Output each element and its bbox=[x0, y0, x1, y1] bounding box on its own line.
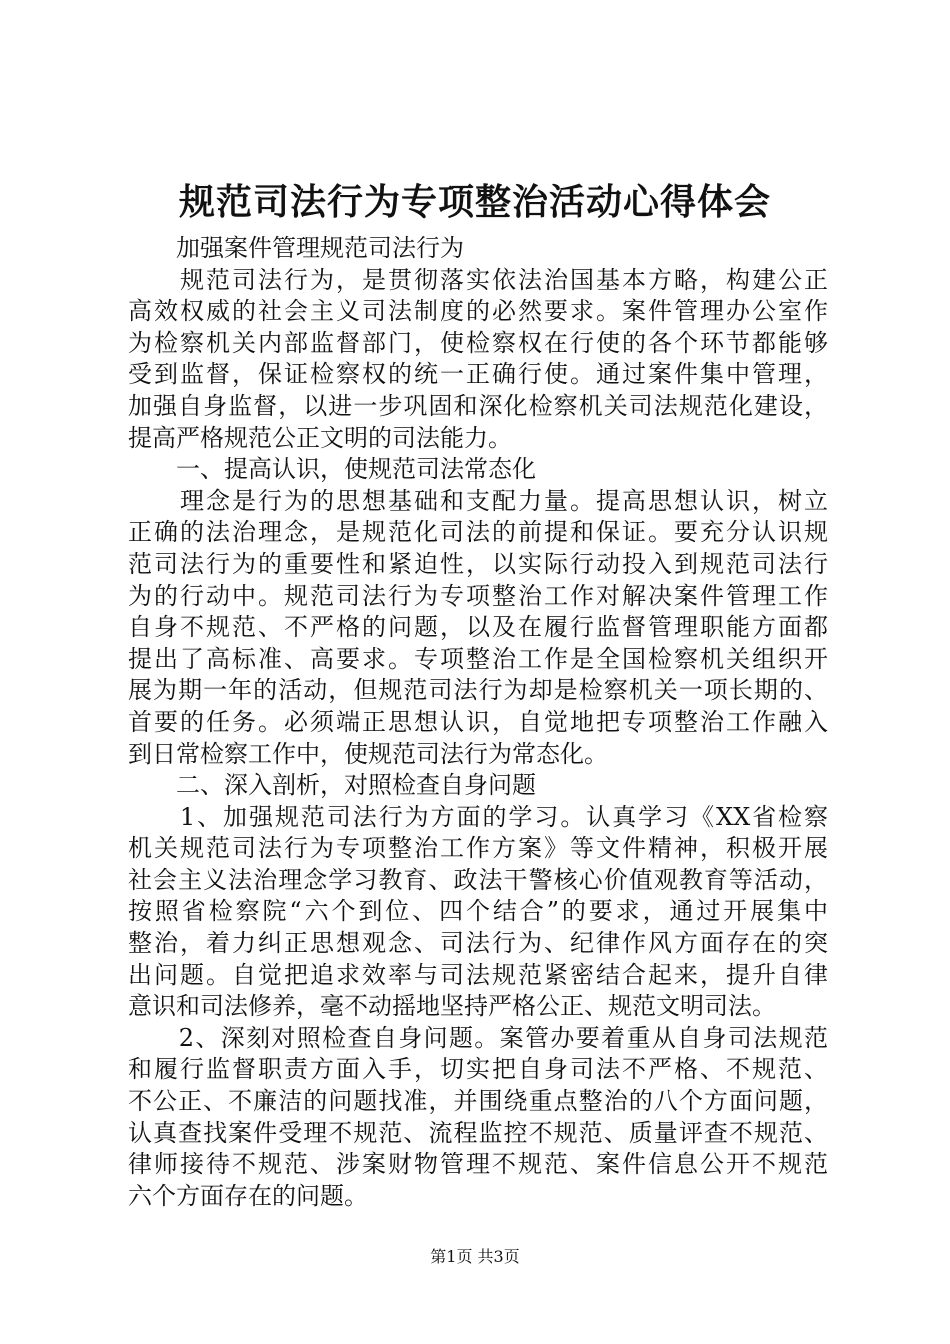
paragraph-line: 机关规范司法行为专项整治工作方案》等文件精神，积极开展 bbox=[128, 834, 828, 863]
document-body bbox=[128, 233, 828, 1212]
paragraph-line: 出问题。自觉把追求效率与司法规范紧密结合起来，提升自律 bbox=[128, 960, 828, 989]
paragraph-line: 和履行监督职责方面入手，切实把自身司法不严格、不规范、 bbox=[128, 1055, 828, 1084]
paragraph-line: 2、深刻对照检查自身问题。案管办要着重从自身司法规范 bbox=[128, 1023, 828, 1052]
paragraph-line: 规范司法行为，是贯彻落实依法治国基本方略，构建公正 bbox=[128, 265, 828, 294]
paragraph-line: 展为期一年的活动，但规范司法行为却是检察机关一项长期的、 bbox=[128, 676, 828, 705]
paragraph-line: 整治，着力纠正思想观念、司法行为、纪律作风方面存在的突 bbox=[128, 929, 828, 958]
paragraph-line: 受到监督，保证检察权的统一正确行使。通过案件集中管理， bbox=[128, 360, 828, 389]
paragraph-line: 认真查找案件受理不规范、流程监控不规范、质量评查不规范、 bbox=[128, 1118, 828, 1147]
paragraph-line: 六个方面存在的问题。 bbox=[128, 1181, 368, 1210]
paragraph-line: 提高严格规范公正文明的司法能力。 bbox=[128, 423, 512, 452]
paragraph-line: 社会主义法治理念学习教育、政法干警核心价值观教育等活动， bbox=[128, 865, 828, 894]
paragraph-line: 为的行动中。规范司法行为专项整治工作对解决案件管理工作 bbox=[128, 581, 828, 610]
paragraph-line: 自身不规范、不严格的问题，以及在履行监督管理职能方面都 bbox=[128, 613, 828, 642]
paragraph-line: 为检察机关内部监督部门，使检察权在行使的各个环节都能够 bbox=[128, 328, 828, 357]
paragraph-line: 律师接待不规范、涉案财物管理不规范、案件信息公开不规范 bbox=[128, 1150, 828, 1179]
paragraph-line: 首要的任务。必须端正思想认识，自觉地把专项整治工作融入 bbox=[128, 707, 828, 736]
paragraph-line: 意识和司法修养，毫不动摇地坚持严格公正、规范文明司法。 bbox=[128, 992, 776, 1021]
paragraph-line: 提出了高标准、高要求。专项整治工作是全国检察机关组织开 bbox=[128, 644, 828, 673]
document-title: 规范司法行为专项整治活动心得体会 bbox=[178, 181, 771, 223]
paragraph-line: 到日常检察工作中，使规范司法行为常态化。 bbox=[128, 739, 608, 768]
paragraph-line: 加强自身监督，以进一步巩固和深化检察机关司法规范化建设， bbox=[128, 391, 828, 420]
paragraph-line: 一、提高认识，使规范司法常态化 bbox=[128, 455, 536, 484]
paragraph-line: 按照省检察院“六个到位、四个结合”的要求，通过开展集中 bbox=[128, 897, 828, 926]
paragraph-line: 二、深入剖析，对照检查自身问题 bbox=[128, 771, 536, 800]
paragraph-line: 正确的法治理念，是规范化司法的前提和保证。要充分认识规 bbox=[128, 518, 828, 547]
paragraph-line: 加强案件管理规范司法行为 bbox=[128, 234, 464, 262]
paragraph-line: 不公正、不廉洁的问题找准，并围绕重点整治的八个方面问题， bbox=[128, 1087, 828, 1116]
paragraph-line: 理念是行为的思想基础和支配力量。提高思想认识，树立 bbox=[128, 486, 828, 515]
page-footer: 第1页 共3页 bbox=[430, 1247, 520, 1266]
paragraph-line: 范司法行为的重要性和紧迫性，以实际行动投入到规范司法行 bbox=[128, 549, 828, 578]
paragraph-line: 高效权威的社会主义司法制度的必然要求。案件管理办公室作 bbox=[128, 297, 828, 326]
paragraph-line: 1、加强规范司法行为方面的学习。认真学习《XX省检察 bbox=[128, 802, 828, 831]
